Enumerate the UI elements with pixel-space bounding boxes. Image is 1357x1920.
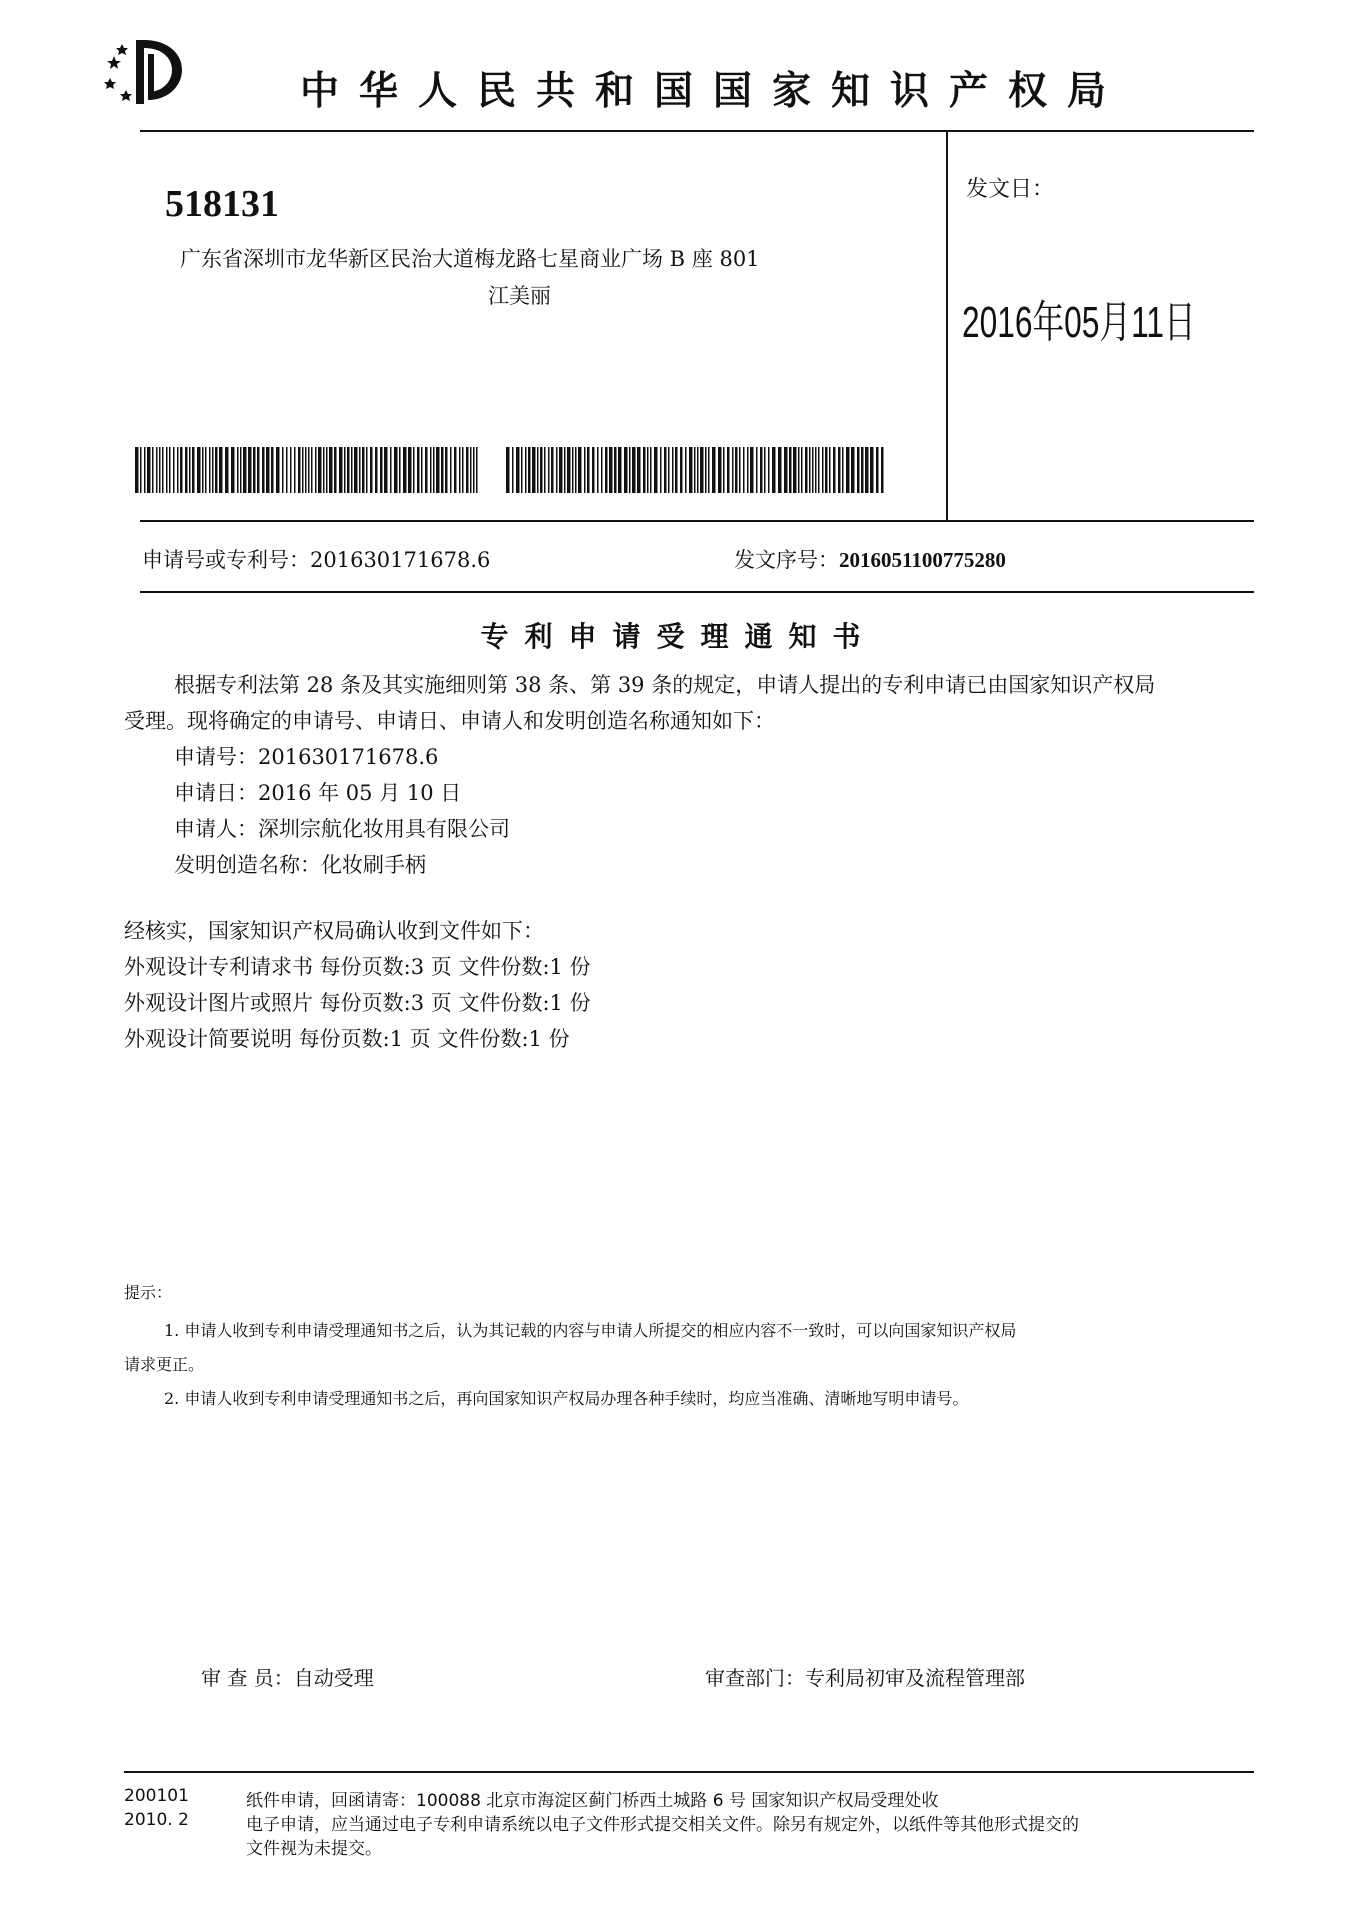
barcode-bar: [556, 447, 558, 493]
barcode-bar: [815, 447, 817, 493]
tip-item-1: 1. 申请人收到专利申请受理通知书之后，认为其记载的内容与申请人所提交的相应内容不一致时，可以向国家知识产权局: [164, 1321, 1017, 1340]
barcode-bar: [311, 447, 313, 493]
form-version: 2010. 2: [124, 1810, 189, 1830]
barcode-bar: [359, 447, 361, 493]
barcode-bar: [152, 447, 154, 493]
barcode-bar: [812, 447, 814, 493]
barcode-bar: [308, 447, 310, 493]
barcode-bar: [290, 447, 292, 493]
barcode-bar: [861, 447, 864, 493]
barcode-bar: [144, 447, 146, 493]
barcode-bar: [668, 447, 670, 493]
barcode-bar: [559, 447, 563, 493]
barcode-bar: [712, 447, 716, 493]
application-number: 申请号：201630171678.6: [174, 745, 439, 769]
barcode-bar: [147, 447, 151, 493]
barcode-bar: [822, 447, 824, 493]
footer-electronic-filing: 电子申请，应当通过电子专利申请系统以电子文件形式提交相关文件。除另有规定外，以纸件等其他形式提交的: [246, 1815, 1079, 1835]
applicant: 申请人：深圳宗航化妆用具有限公司: [174, 817, 510, 841]
barcode-bar: [408, 447, 412, 493]
barcode-bar: [470, 447, 472, 493]
barcode-bar: [189, 447, 191, 493]
barcode-bar: [605, 447, 608, 493]
barcode-bar: [298, 447, 301, 493]
issue-date-label: 发文日：: [966, 177, 1055, 202]
barcode-bar: [276, 447, 280, 493]
footer-paper-filing: 纸件申请，回函请寄：100088 北京市海淀区蓟门桥西土城路 6 号 国家知识产权局受理处收: [246, 1791, 939, 1811]
recipient-address: 广东省深圳市龙华新区民治大道梅龙路七星商业广场 B 座 801: [180, 247, 760, 271]
filing-date: 申请日：2016 年 05 月 10 日: [174, 781, 462, 805]
barcode-bar: [584, 447, 586, 493]
barcode-bar: [680, 447, 683, 493]
barcode-bar: [528, 447, 531, 493]
barcode-bar: [334, 447, 337, 493]
barcode-bar: [881, 447, 884, 493]
barcode-bar: [764, 447, 766, 493]
barcode-bar: [202, 447, 204, 493]
notice-paragraph-line1: 根据专利法第 28 条及其实施细则第 38 条、第 39 条的规定，申请人提出的专利申请已由国家知识产权局: [174, 673, 1156, 697]
barcode-bar: [370, 447, 373, 493]
barcode-bar: [253, 447, 256, 493]
barcode-bar: [778, 447, 782, 493]
barcode-bar: [192, 447, 195, 493]
barcode-bar: [394, 447, 398, 493]
barcode-bar: [344, 447, 346, 493]
barcode-bar: [876, 447, 879, 493]
barcode-bar: [732, 447, 734, 493]
barcode-bar: [454, 447, 457, 493]
barcode-bar: [798, 447, 800, 493]
barcode-bar: [650, 447, 652, 493]
barcode-bar: [271, 447, 274, 493]
barcode-bar: [140, 447, 142, 493]
barcode-bar: [323, 447, 325, 493]
barcode-bar: [243, 447, 247, 493]
barcode-bar: [784, 447, 788, 493]
barcode-bar: [294, 447, 296, 493]
barcode-bar: [818, 447, 820, 493]
barcode-bar: [362, 447, 365, 493]
examining-department: 审查部门：专利局初审及流程管理部: [705, 1666, 1025, 1690]
notice-paragraph-line2: 受理。现将确定的申请号、申请日、申请人和发明创造名称通知如下：: [124, 709, 775, 733]
document-item: 外观设计专利请求书 每份页数:3 页 文件份数:1 份: [124, 955, 591, 979]
address-block-rule: [140, 520, 1254, 522]
barcode-bar: [525, 447, 527, 493]
barcode-bar: [857, 447, 860, 493]
barcode-bar: [433, 447, 435, 493]
document-item: 外观设计图片或照片 每份页数:3 页 文件份数:1 份: [124, 991, 591, 1015]
barcode-bar: [162, 447, 164, 493]
barcode-bar: [567, 447, 571, 493]
barcode-bar: [544, 447, 546, 493]
barcode-bar: [532, 447, 536, 493]
barcode-bar: [240, 447, 242, 493]
barcode-bar: [305, 447, 307, 493]
barcode-bar: [450, 447, 452, 493]
barcode-bar: [384, 447, 388, 493]
sequence-number-label: 发文序号：: [734, 548, 839, 572]
barcode-bar: [664, 447, 667, 493]
barcode-bar: [551, 447, 554, 493]
barcode-bar: [302, 447, 304, 493]
barcode-bar: [694, 447, 696, 493]
barcode-bar: [282, 447, 284, 493]
barcode-bar: [156, 447, 158, 493]
barcode-bar: [506, 447, 510, 493]
barcode-bar: [197, 447, 201, 493]
barcode-bar: [177, 447, 179, 493]
barcode-bar: [166, 447, 168, 493]
barcode-bar: [441, 447, 444, 493]
barcode-bar: [512, 447, 514, 493]
barcode-bar: [205, 447, 207, 493]
cnipa-logo-icon: [102, 34, 186, 106]
barcode-bar: [750, 447, 754, 493]
barcode-bar: [756, 447, 758, 493]
barcode-bar: [169, 447, 171, 493]
barcode-bar: [425, 447, 428, 493]
barcode-bar: [637, 447, 641, 493]
recipient-name: 江美丽: [488, 284, 551, 308]
barcode-bar: [739, 447, 741, 493]
reference-rule: [140, 591, 1254, 593]
barcode-bar: [326, 447, 328, 493]
barcode-bar: [829, 447, 831, 493]
barcode-bar: [399, 447, 401, 493]
barcode-bar: [842, 447, 844, 493]
barcode-bar: [846, 447, 850, 493]
barcode-bar: [689, 447, 693, 493]
barcode-bar: [548, 447, 550, 493]
barcode-bar: [516, 447, 520, 493]
barcode-bar: [629, 447, 631, 493]
barcode-bar: [870, 447, 874, 493]
barcode-bar: [564, 447, 566, 493]
barcode-bar: [643, 447, 646, 493]
barcode-bar: [430, 447, 432, 493]
footer-electronic-filing-continued: 文件视为未提交。: [246, 1839, 382, 1859]
date-column-divider: [946, 130, 948, 520]
documents-intro: 经核实，国家知识产权局确认收到文件如下：: [124, 919, 544, 943]
barcode-bar: [578, 447, 582, 493]
barcode-bar: [237, 447, 239, 493]
barcode-bar: [597, 447, 599, 493]
barcode-bar: [466, 447, 469, 493]
barcode-bar: [459, 447, 461, 493]
barcode-bar: [609, 447, 613, 493]
barcode-bar: [865, 447, 869, 493]
barcode-bar: [262, 447, 265, 493]
barcode-bar: [572, 447, 574, 493]
barcode-bar: [685, 447, 687, 493]
barcode-bar: [403, 447, 407, 493]
barcode-bar: [624, 447, 628, 493]
application-number-ref: 申请号或专利号：201630171678.6: [142, 548, 491, 572]
barcode-bar: [809, 447, 811, 493]
barcode-bar: [718, 447, 722, 493]
barcode-bar: [231, 447, 235, 493]
barcode-bar: [351, 447, 353, 493]
barcode-bar: [735, 447, 738, 493]
barcode-bar: [700, 447, 704, 493]
barcode-bar: [413, 447, 415, 493]
barcode-bar: [225, 447, 229, 493]
barcode-bar: [215, 447, 218, 493]
barcode-right: [506, 447, 886, 493]
barcode-bar: [209, 447, 211, 493]
barcode-bar: [793, 447, 797, 493]
barcode-bar: [185, 447, 188, 493]
barcode-bar: [743, 447, 745, 493]
barcode-bar: [772, 447, 776, 493]
barcode-bar: [135, 447, 139, 493]
barcode-bar: [248, 447, 252, 493]
barcode-bar: [366, 447, 368, 493]
barcode-bar: [380, 447, 383, 493]
barcode-bar: [266, 447, 270, 493]
barcode-bar: [180, 447, 183, 493]
barcode-bar: [618, 447, 622, 493]
sequence-number-value: 2016051100775280: [839, 548, 1006, 572]
barcode-bar: [421, 447, 423, 493]
barcode-bar: [851, 447, 855, 493]
barcode-bar: [805, 447, 808, 493]
barcode-bar: [614, 447, 617, 493]
barcode-bar: [445, 447, 448, 493]
barcode-bar: [833, 447, 836, 493]
barcode-bar: [587, 447, 590, 493]
notice-title: 专利申请受理通知书: [480, 620, 877, 653]
barcode-bar: [601, 447, 603, 493]
barcode-bar: [537, 447, 539, 493]
sequence-number-ref: [734, 544, 1006, 574]
barcode-bar: [347, 447, 350, 493]
barcode-bar: [173, 447, 175, 493]
barcode-bar: [521, 447, 523, 493]
barcode-bar: [675, 447, 678, 493]
barcode-bar: [708, 447, 710, 493]
examiner: 审 查 员：自动受理: [201, 1666, 374, 1690]
barcode-bar: [354, 447, 358, 493]
barcode-bar: [286, 447, 288, 493]
footer-rule: [124, 1771, 1254, 1773]
invention-name: 发明创造名称：化妆刷手柄: [174, 853, 426, 877]
barcode-bar: [705, 447, 707, 493]
barcode-bar: [417, 447, 420, 493]
barcode-bar: [727, 447, 730, 493]
barcode-bar: [632, 447, 636, 493]
barcode-bar: [747, 447, 749, 493]
tips-label: 提示：: [124, 1283, 173, 1302]
barcode-bar: [660, 447, 662, 493]
barcode-bar: [825, 447, 828, 493]
barcode-bar: [473, 447, 475, 493]
organization-title: 中华人民共和国国家知识产权局: [300, 69, 1127, 114]
barcode-bar: [476, 447, 478, 493]
form-code: 200101: [124, 1786, 189, 1806]
barcode-bar: [647, 447, 649, 493]
barcode-bar: [219, 447, 223, 493]
barcode-bar: [697, 447, 699, 493]
postcode: 518131: [165, 183, 279, 225]
barcode-bar: [315, 447, 317, 493]
barcode-bar: [462, 447, 464, 493]
header-rule: [140, 130, 1254, 132]
barcode-bar: [760, 447, 763, 493]
barcode-bar: [375, 447, 378, 493]
barcode-bar: [768, 447, 770, 493]
barcode-bar: [789, 447, 792, 493]
barcode-bar: [801, 447, 803, 493]
barcode-bar: [436, 447, 440, 493]
tip-item-1-continued: 请求更正。: [124, 1355, 205, 1374]
barcode-bar: [329, 447, 333, 493]
barcode-bar: [575, 447, 577, 493]
document-item: 外观设计简要说明 每份页数:1 页 文件份数:1 份: [124, 1027, 570, 1051]
barcode-bar: [838, 447, 841, 493]
barcode-bar: [339, 447, 343, 493]
issue-date: 2016年05月11日: [962, 298, 1196, 347]
barcode-bar: [257, 447, 260, 493]
barcode-left: [135, 447, 479, 493]
barcode-bar: [159, 447, 161, 493]
barcode-bar: [212, 447, 214, 493]
barcode-bar: [540, 447, 543, 493]
barcode-bar: [390, 447, 392, 493]
tip-item-2: 2. 申请人收到专利申请受理通知书之后，再向国家知识产权局办理各种手续时，均应当准确、清晰地写明申请号。: [164, 1389, 969, 1408]
barcode-bar: [654, 447, 658, 493]
barcode-bar: [723, 447, 725, 493]
barcode-bar: [672, 447, 674, 493]
barcode-bar: [592, 447, 595, 493]
barcode-bar: [318, 447, 322, 493]
